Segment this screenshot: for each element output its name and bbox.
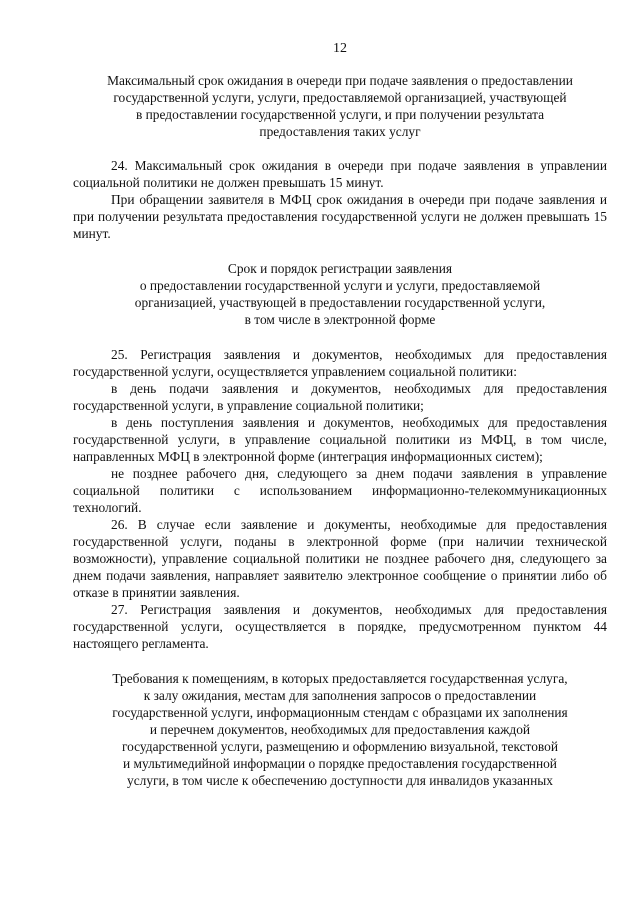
heading-line: государственной услуги, информационным стендам с образцами их заполнения [112,705,568,720]
spacer [73,652,607,670]
heading-line: в том числе в электронной форме [244,312,436,327]
paragraph-24: 24. Максимальный срок ожидания в очереди при подаче заявления в управлении социальной политики не должен превышать 15 минут. [73,158,607,190]
section-heading-premises [73,670,607,789]
paragraph-25-item-2: в день поступления заявления и документов, необходимых для предоставления государственной услуги, в управление социальной политики из МФЦ, в том числе, направленных МФЦ в электронной форме (интеграция информационных систем); [73,415,607,464]
paragraph-25-item-1: в день подачи заявления и документов, необходимых для предоставления государственной услуги, в управление социальной политики; [73,381,607,413]
paragraph-27: 27. Регистрация заявления и документов, необходимых для предоставления государственной услуги, осуществляется в порядке, предусмотренном пунктом 44 настоящего регламента. [73,602,607,651]
paragraph-25: 25. Регистрация заявления и документов, необходимых для предоставления государственной услуги, осуществляется управлением социальной политики: [73,347,607,379]
heading-line: и мультимедийной информации о порядке предоставления государственной [123,756,557,771]
paragraph-25-item-3: не позднее рабочего дня, следующего за днем подачи заявления в управление социальной политики с использованием информационно-телекоммуникационных технологий. [73,466,607,515]
spacer [73,328,607,346]
heading-line: в предоставлении государственной услуги, и при получении результата [135,107,545,122]
paragraph-26: 26. В случае если заявление и документы, необходимые для предоставления государственной услуги, поданы в электронной форме (при наличии технической возможности), управление социальной политики не позднее рабочего дня, следующего за днем подачи заявления, направляет заявителю электронное сообщение о принятии либо об отказе в принятии заявления. [73,517,607,600]
section-heading-wait-time [73,72,607,140]
heading-line: организацией, участвующей в предоставлении государственной услуги, [134,295,546,310]
spacer [73,242,607,260]
paragraph-mfc-wait: При обращении заявителя в МФЦ срок ожидания в очереди при подаче заявления и при получении результата предоставления государственной услуги не должен превышать 15 минут. [73,192,607,241]
heading-line: о предоставлении государственной услуги и услуги, предоставляемой [139,278,541,293]
heading-line: и перечнем документов, необходимых для предоставления каждой [149,722,531,737]
heading-line: к залу ожидания, местам для заполнения запросов о предоставлении [143,688,537,703]
section-heading-registration [73,260,607,328]
heading-line: предоставления таких услуг [259,124,421,139]
heading-line: Максимальный срок ожидания в очереди при подаче заявления о предоставлении [107,73,573,88]
page-number: 12 [333,41,347,56]
spacer [73,140,607,157]
heading-line: Срок и порядок регистрации заявления [227,261,453,276]
heading-line: государственной услуги, размещению и оформлению визуальной, текстовой [121,739,559,754]
heading-line: услуги, в том числе к обеспечению доступности для инвалидов указанных [127,773,553,788]
document-page [73,40,607,789]
heading-line: государственной услуги, услуги, предоставляемой организацией, участвующей [113,90,567,105]
heading-line: Требования к помещениям, в которых предоставляется государственная услуга, [112,671,568,686]
